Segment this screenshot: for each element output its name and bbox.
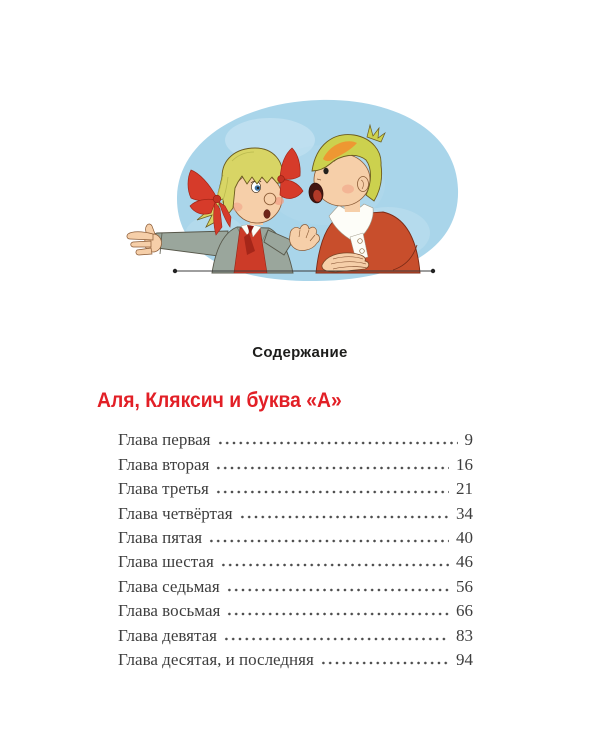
toc-entry	[118, 448, 473, 472]
toc-entry-page: 21	[456, 479, 473, 499]
toc-leader-dots	[226, 612, 449, 616]
toc-entry-title: Глава первая	[118, 430, 211, 450]
toc-entry-page: 40	[456, 527, 473, 547]
toc-leader-dots	[217, 441, 458, 445]
toc-entry	[118, 595, 473, 619]
toc-leader-dots	[320, 661, 449, 665]
toc-entry-page: 83	[456, 625, 473, 645]
contents-heading: Содержание	[252, 344, 348, 361]
toc-entry-page: 34	[456, 503, 473, 523]
toc-leader-dots	[215, 466, 449, 470]
toc-leader-dots	[226, 588, 449, 592]
toc-entry-page: 66	[456, 601, 473, 621]
toc-leader-dots	[239, 515, 449, 519]
toc-entry	[118, 644, 473, 668]
toc-entry-title: Глава девятая	[118, 625, 217, 645]
toc-entry-title: Глава пятая	[118, 527, 203, 547]
toc-entry	[118, 473, 473, 497]
toc-entry-title: Глава восьмая	[118, 601, 221, 621]
book-title: Аля, Кляксич и буква «А»	[97, 389, 342, 412]
toc-entry-page: 9	[464, 430, 473, 450]
children-talking-illustration	[120, 85, 480, 295]
toc-entry-title: Глава третья	[118, 479, 209, 499]
toc-leader-dots	[220, 563, 449, 567]
toc-entry	[118, 546, 473, 570]
toc-entry-title: Глава вторая	[118, 454, 210, 474]
toc-entry-page: 16	[456, 454, 473, 474]
toc-entry-title: Глава седьмая	[118, 576, 220, 596]
toc-entry-page: 56	[456, 576, 473, 596]
toc-entry-title: Глава десятая, и последняя	[118, 649, 314, 669]
toc-entry	[118, 522, 473, 546]
toc-entry	[118, 619, 473, 643]
toc-entry-title: Глава шестая	[118, 552, 214, 572]
toc-entry	[118, 424, 473, 448]
toc-leader-dots	[215, 490, 449, 494]
toc-entry-title: Глава четвёртая	[118, 503, 233, 523]
toc-leader-dots	[223, 637, 449, 641]
toc-entry-page: 94	[456, 649, 473, 669]
toc-entry	[118, 497, 473, 521]
toc-entry-page: 46	[456, 552, 473, 572]
toc-leader-dots	[208, 539, 449, 543]
toc-entry	[118, 570, 473, 594]
toc-list	[118, 424, 473, 668]
